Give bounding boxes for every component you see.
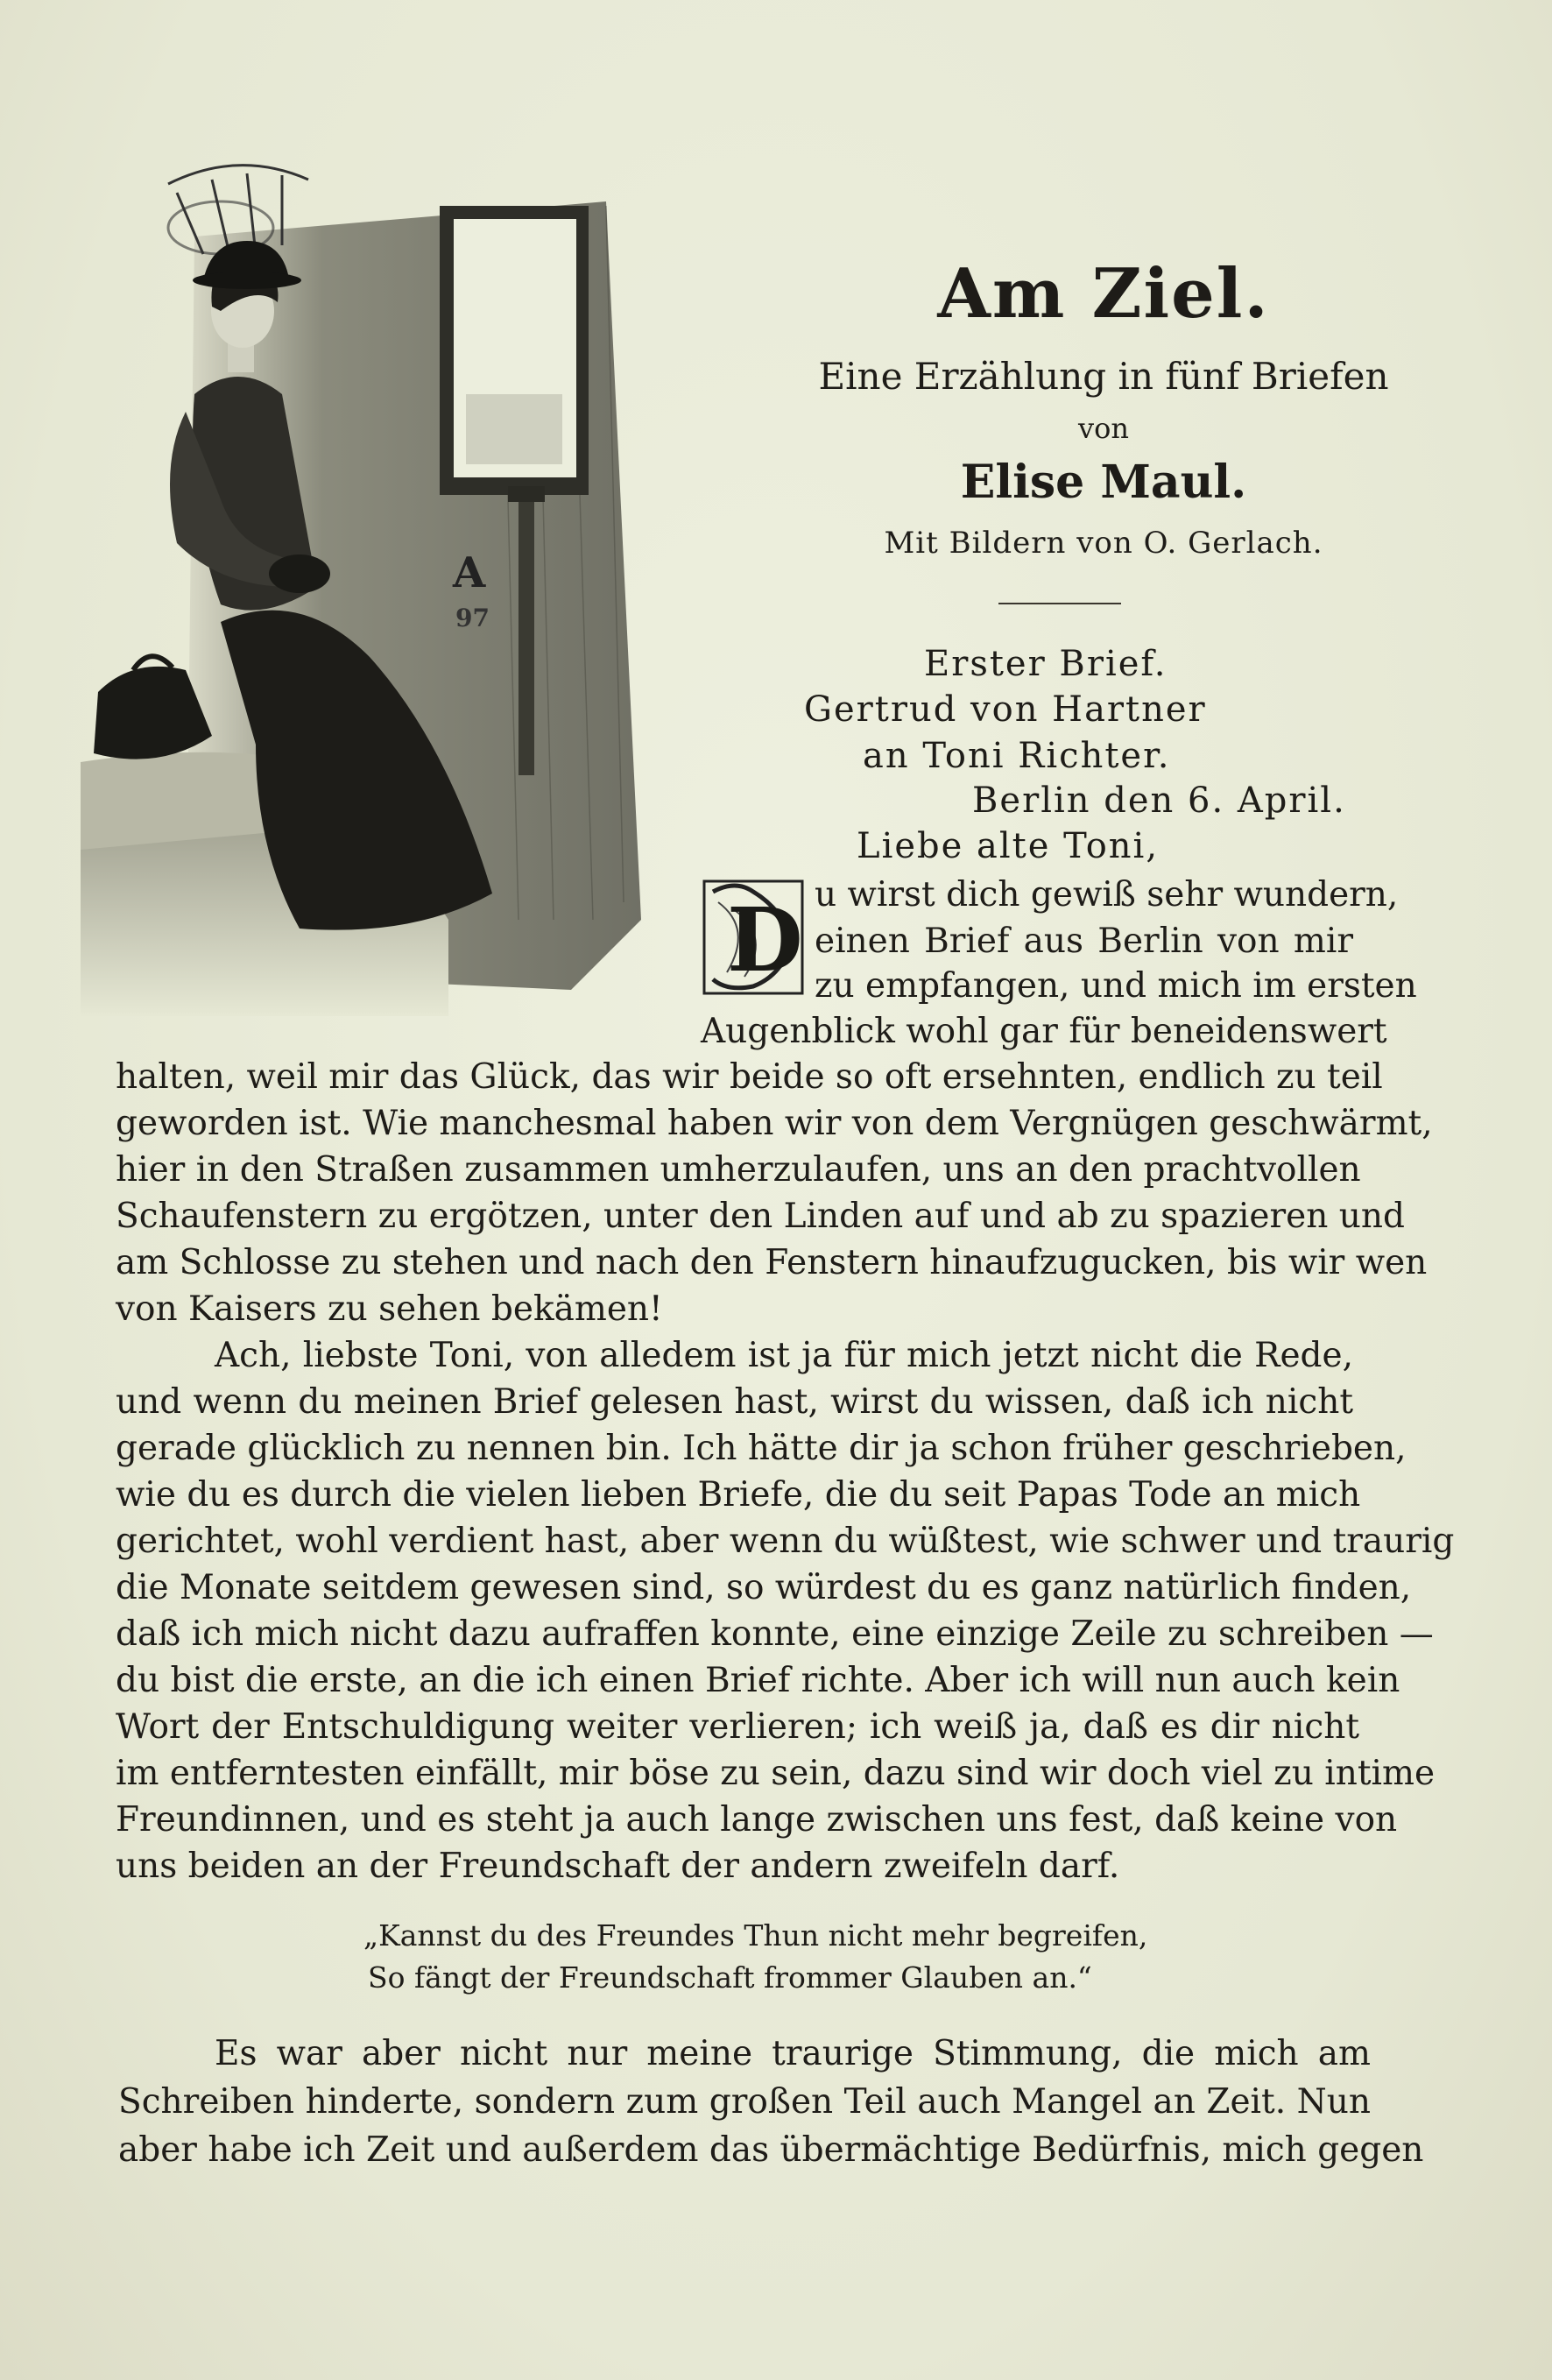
text-line: im entferntesten einfällt, mir böse zu sein, dazu sind wir doch viel zu intime <box>116 1754 1436 1793</box>
text-line: zu empfangen, und mich im ersten <box>815 966 1417 1006</box>
illustration-credits: Mit Bildern von O. Gerlach. <box>884 526 1323 561</box>
compartment-letter: A <box>453 548 486 597</box>
dropcap-letter: D <box>727 888 803 992</box>
letter-salutation: Liebe alte Toni, <box>857 826 1160 866</box>
text-line: Schaufenstern zu ergötzen, unter den Linden auf und ab zu spazieren und <box>116 1197 1405 1236</box>
text-line: Es war aber nicht nur meine traurige Stimmung, die mich am <box>215 2034 1371 2073</box>
text-line: und wenn du meinen Brief gelesen hast, wirst du wissen, daß ich nicht <box>116 1382 1353 1422</box>
text-line: Ach, liebste Toni, von alledem ist ja für mich jetzt nicht die Rede, <box>215 1336 1353 1375</box>
text-line: wie du es durch die vielen lieben Briefe, die du seit Papas Tode an mich <box>116 1475 1361 1515</box>
text-line: einen Brief aus Berlin von mir <box>815 922 1353 961</box>
author-name: Elise Maul. <box>960 456 1247 509</box>
text-line: die Monate seitdem gewesen sind, so würdest du es ganz natürlich finden, <box>116 1568 1412 1607</box>
text-line: aber habe ich Zeit und außerdem das übermächtige Bedürfnis, mich gegen <box>118 2130 1424 2170</box>
verse-line: „Kannst du des Freundes Thun nicht mehr begreifen, <box>363 1918 1148 1953</box>
compartment-number: 97 <box>455 604 490 632</box>
text-line: du bist die erste, an die ich einen Brief richte. Aber ich will nun auch kein <box>116 1661 1400 1700</box>
text-line: gerichtet, wohl verdient hast, aber wenn du wüßtest, wie schwer und traurig <box>116 1522 1455 1561</box>
letter-recipient: an Toni Richter. <box>863 736 1171 776</box>
text-line: am Schlosse zu stehen und nach den Fenstern hinaufzugucken, bis wir wen <box>116 1243 1428 1282</box>
text-line: halten, weil mir das Glück, das wir beide so oft ersehnten, endlich zu teil <box>116 1057 1383 1097</box>
story-title: Am Ziel. <box>937 254 1270 334</box>
text-line: geworden ist. Wie manchesmal haben wir von dem Vergnügen geschwärmt, <box>116 1104 1433 1143</box>
letter-sender: Gertrud von Hartner <box>804 689 1207 730</box>
ornamental-dropcap <box>701 876 806 999</box>
woman-in-train-illustration <box>81 131 659 1016</box>
title-divider <box>998 603 1121 604</box>
by-word: von <box>1078 412 1129 445</box>
verse-line: So fängt der Freundschaft frommer Glauben an.“ <box>368 1960 1092 1995</box>
text-line: hier in den Straßen zusammen umherzulaufen, uns an den prachtvollen <box>116 1150 1361 1190</box>
text-line: Augenblick wohl gar für beneidenswert <box>701 1012 1387 1051</box>
text-line: Wort der Entschuldigung weiter verlieren; ich weiß ja, daß es dir nicht <box>116 1707 1359 1747</box>
text-line: Freundinnen, und es steht ja auch lange zwischen uns fest, daß keine von <box>116 1800 1398 1840</box>
text-line: daß ich mich nicht dazu aufraffen konnte, eine einzige Zeile zu schreiben — <box>116 1614 1434 1654</box>
text-line: uns beiden an der Freundschaft der andern zweifeln darf. <box>116 1847 1120 1886</box>
text-line: Schreiben hinderte, sondern zum großen Teil auch Mangel an Zeit. Nun <box>118 2082 1371 2122</box>
text-line: u wirst dich gewiß sehr wundern, <box>815 875 1399 915</box>
letter-place-date: Berlin den 6. April. <box>972 780 1346 821</box>
text-line: von Kaisers zu sehen bekämen! <box>116 1289 663 1329</box>
letter-heading: Erster Brief. <box>924 644 1168 684</box>
story-subtitle: Eine Erzählung in fünf Briefen <box>818 355 1389 398</box>
text-line: gerade glücklich zu nennen bin. Ich hätte dir ja schon früher geschrieben, <box>116 1429 1407 1468</box>
